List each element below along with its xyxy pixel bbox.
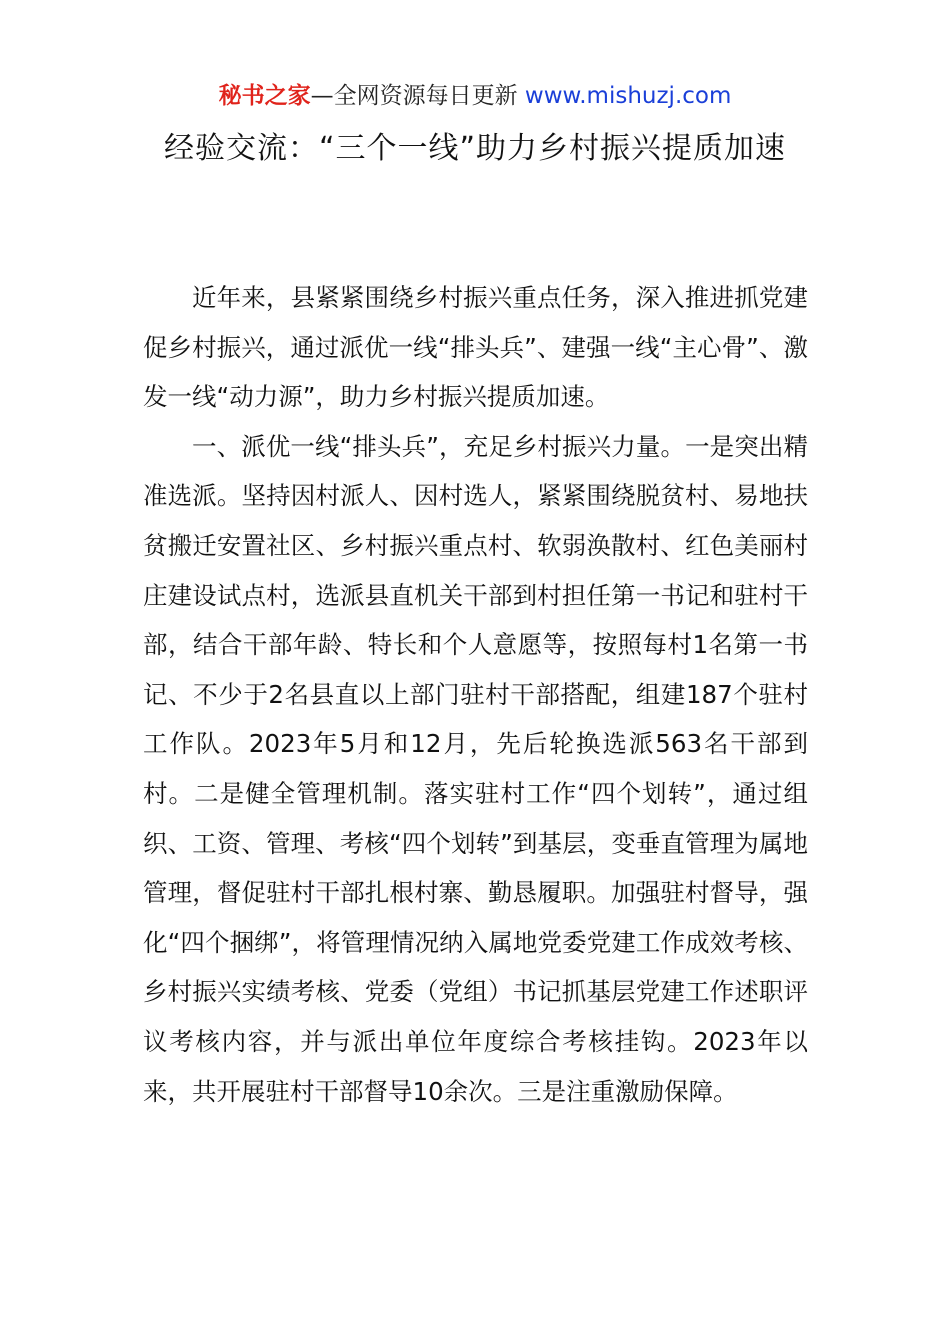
document-body [143,273,808,1116]
brand-name: 秘书之家 [218,83,311,109]
document-title: 经验交流：“三个一线”助力乡村振兴提质加速 [163,131,787,166]
site-banner [0,80,950,112]
banner-slogan: —全网资源每日更新 [310,83,518,109]
website-link[interactable]: www.mishuzj.com [524,83,732,109]
paragraph-section-1: 一、派优一线“排头兵”，充足乡村振兴力量。一是突出精准选派。坚持因村派人、因村选人，紧紧围绕脱贫村、易地扶贫搬迁安置社区、乡村振兴重点村、软弱涣散村、红色美丽村庄建设试点村，选派县直机关干部到村担任第一书记和驻村干部，结合干部年龄、特长和个人意愿等，按照每村1名第一书记、不少于2名县直以上部门驻村干部搭配，组建187个驻村工作队。2023年5月和12月，先后轮换选派563名干部到村。二是健全管理机制。落实驻村工作“四个划转”，通过组织、工资、管理、考核“四个划转”到基层，变垂直管理为属地管理，督促驻村干部扎根村寨、勤恳履职。加强驻村督导，强化“四个捆绑”，将管理情况纳入属地党委党建工作成效考核、乡村振兴实绩考核、党委（党组）书记抓基层党建工作述职评议考核内容，并与派出单位年度综合考核挂钩。2023年以来，共开展驻村干部督导10余次。三是注重激励保障。 [143,431,808,1106]
paragraph-intro: 近年来，县紧紧围绕乡村振兴重点任务，深入推进抓党建促乡村振兴，通过派优一线“排头兵”、建强一线“主心骨”、激发一线“动力源”，助力乡村振兴提质加速。 [143,283,808,412]
